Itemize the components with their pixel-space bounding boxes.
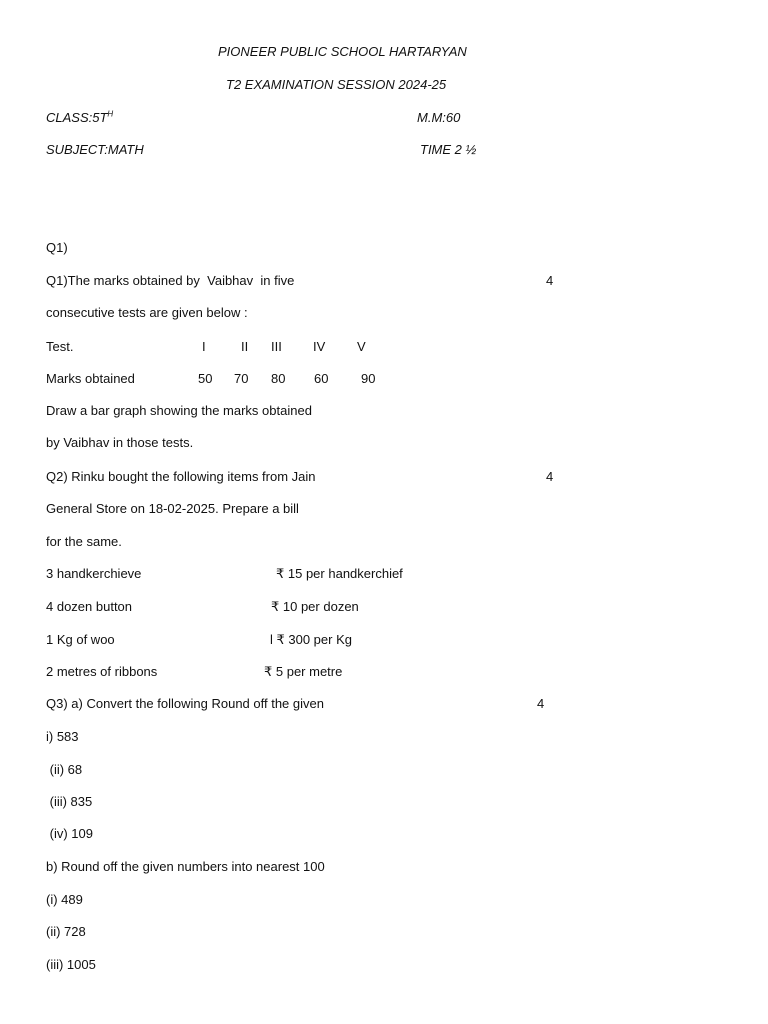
q2-item-1: 3 handkerchieve [46,566,142,581]
q1-label: Q1) [46,240,68,255]
subject-label: SUBJECT:MATH [46,142,144,157]
class-label [46,110,113,126]
q1-test-4: IV [313,339,326,354]
q3-marks: 4 [537,696,545,711]
exam-title: T2 EXAMINATION SESSION 2024-25 [226,77,447,92]
q2-rate-1: ₹ 15 per handkerchief [276,566,403,581]
q1-test-3: III [271,339,282,354]
q1-line4: by Vaibhav in those tests. [46,435,194,450]
max-marks: M.M:60 [417,110,461,125]
q3-a-item-3: (iii) 835 [46,794,93,809]
q3-a-item-4: (iv) 109 [46,826,93,841]
q3-b-item-1: (i) 489 [46,892,83,907]
q2-rate-4: ₹ 5 per metre [264,664,343,679]
q3-b-item-2: (ii) 728 [46,924,86,939]
q1-line3: Draw a bar graph showing the marks obtained [46,403,312,418]
q2-line3: for the same. [46,534,122,549]
q1-test-1: I [202,339,206,354]
q3-line1: Q3) a) Convert the following Round off the given [46,696,324,711]
time-label: TIME 2 ½ [420,142,477,157]
q1-line1: Q1)The marks obtained by Vaibhav in five [46,273,295,288]
q2-rate-2: ₹ 10 per dozen [271,599,359,614]
q1-test-row-label: Test. [46,339,74,354]
q1-test-2: II [241,339,249,354]
q2-item-3: 1 Kg of woo [46,632,115,647]
q1-score-2: 70 [234,371,249,386]
q2-line2: General Store on 18-02-2025. Prepare a bill [46,501,299,516]
q2-line1: Q2) Rinku bought the following items from Jain [46,469,316,484]
q1-test-5: V [357,339,366,354]
q1-score-5: 90 [361,371,376,386]
q1-marks: 4 [546,273,554,288]
q3-b-label: b) Round off the given numbers into nearest 100 [46,859,325,874]
q1-score-3: 80 [271,371,286,386]
q2-rate-3: l ₹ 300 per Kg [270,632,352,647]
q2-item-2: 4 dozen button [46,599,133,614]
q1-score-4: 60 [314,371,329,386]
q1-marks-row-label: Marks obtained [46,371,135,386]
class-text: CLASS:5T [46,110,108,125]
q3-a-item-2: (ii) 68 [46,762,83,777]
school-name: PIONEER PUBLIC SCHOOL HARTARYAN [218,44,467,59]
q3-a-item-1: i) 583 [46,729,79,744]
class-superscript: H [107,109,114,119]
q2-marks: 4 [546,469,554,484]
q1-line2: consecutive tests are given below : [46,305,248,320]
q1-score-1: 50 [198,371,213,386]
q3-b-item-3: (iii) 1005 [46,957,96,972]
q2-item-4: 2 metres of ribbons [46,664,158,679]
